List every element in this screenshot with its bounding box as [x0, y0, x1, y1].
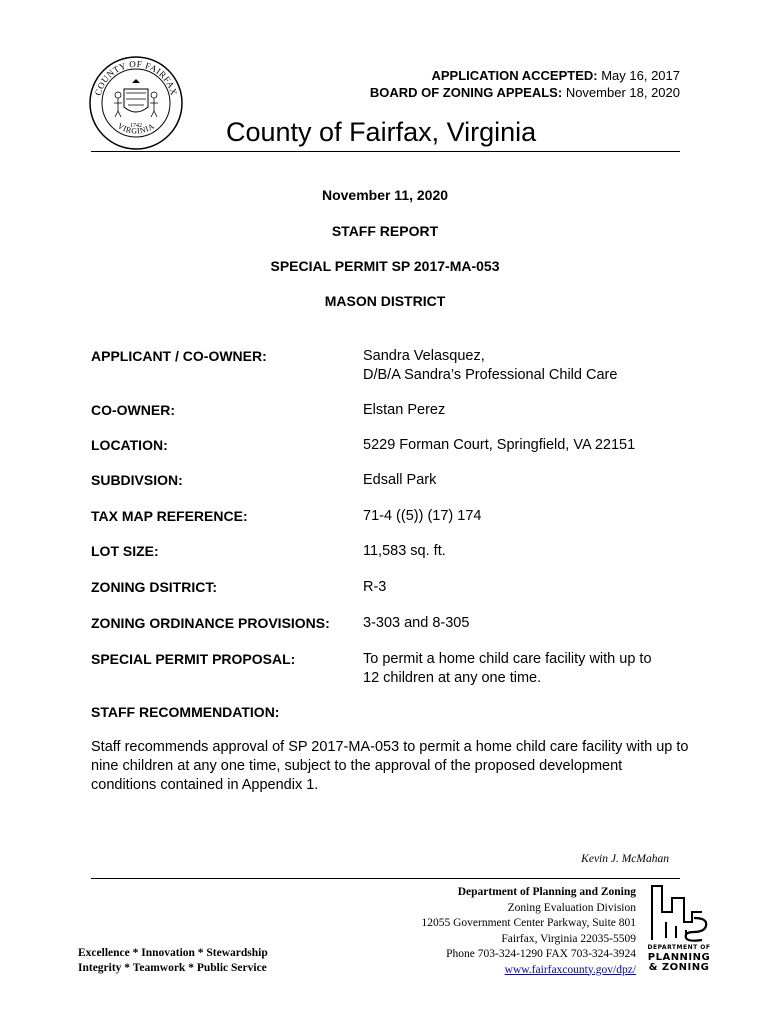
- field-label-co-owner: CO-OWNER:: [91, 402, 175, 418]
- proposal-line-2: 12 children at any one time.: [363, 670, 542, 686]
- field-value-subdivision: Edsall Park: [363, 472, 437, 488]
- field-label-ordinance: ZONING ORDINANCE PROVISIONS:: [91, 615, 330, 631]
- field-label-applicant: APPLICANT / CO-OWNER:: [91, 348, 267, 364]
- report-date: November 11, 2020: [321, 187, 449, 203]
- field-label-location: LOCATION:: [91, 437, 168, 453]
- seal-bottom-text: VIRGINIA: [115, 121, 157, 136]
- report-type: STAFF REPORT: [331, 223, 439, 239]
- bza-date: November 18, 2020: [565, 85, 680, 100]
- field-value-ordinance: 3-303 and 8-305: [363, 615, 470, 631]
- application-accepted-line: [431, 68, 680, 83]
- dept-contact-block: [421, 885, 636, 978]
- application-accepted-label: APPLICATION ACCEPTED:: [431, 68, 598, 83]
- seal-top-text: COUNTY OF FAIRFAX: [92, 58, 180, 97]
- page-title: County of Fairfax, Virginia: [226, 117, 537, 147]
- field-value-applicant: [363, 347, 617, 385]
- applicant-dba: D/B/A Sandra’s Professional Child Care: [363, 367, 618, 383]
- bza-line: [370, 85, 680, 100]
- field-label-proposal: SPECIAL PERMIT PROPOSAL:: [91, 651, 296, 667]
- field-label-zoning-district: ZONING DSITRICT:: [91, 579, 217, 595]
- permit-number: SPECIAL PERMIT SP 2017-MA-053: [270, 258, 500, 274]
- bza-label: BOARD OF ZONING APPEALS:: [369, 85, 563, 100]
- dpz-logo-line-1: DEPARTMENT OF: [647, 944, 711, 951]
- address-line-2: Fairfax, Virginia 22035-5509: [501, 932, 636, 945]
- signature: Kevin J. McMahan: [581, 853, 669, 865]
- field-value-co-owner: Elstan Perez: [363, 402, 446, 418]
- applicant-name: Sandra Velasquez,: [363, 348, 485, 364]
- svg-text:COUNTY OF FAIRFAX: [93, 59, 179, 97]
- field-value-location: 5229 Forman Court, Springfield, VA 22151: [363, 437, 636, 453]
- recommendation-text: Staff recommends approval of SP 2017-MA-053 to permit a home child care facility with up to nine children at any one time, subject to the approval of the proposed development conditions contained in Appendix 1.: [91, 739, 689, 793]
- dpz-logo-text: [646, 943, 712, 973]
- title-divider: [91, 151, 680, 152]
- dept-name: Department of Planning and Zoning: [457, 886, 636, 898]
- address-line-1: 12055 Government Center Parkway, Suite 801: [421, 917, 636, 929]
- field-label-lot-size: LOT SIZE:: [91, 543, 159, 559]
- field-value-tax-map: 71-4 ((5)) (17) 174: [363, 508, 482, 524]
- county-seal-icon: [88, 55, 184, 151]
- dpz-logo-line-3: & ZONING: [648, 962, 710, 973]
- recommendation-heading: STAFF RECOMMENDATION:: [91, 704, 280, 720]
- field-value-proposal: [363, 650, 652, 688]
- dpz-website-link[interactable]: www.fairfaxcounty.gov/dpz/: [504, 963, 636, 976]
- proposal-line-1: To permit a home child care facility with up to: [363, 651, 652, 667]
- core-values: [78, 946, 268, 976]
- phone-fax: Phone 703-324-1290 FAX 703-324-3924: [446, 948, 636, 960]
- seal-year: 1742: [130, 123, 142, 129]
- application-accepted-date: May 16, 2017: [601, 68, 680, 83]
- field-label-subdivision: SUBDIVSION:: [91, 472, 183, 488]
- core-values-line-2: Integrity * Teamwork * Public Service: [78, 962, 267, 974]
- field-label-tax-map: TAX MAP REFERENCE:: [91, 508, 248, 524]
- field-value-zoning-district: R-3: [363, 579, 387, 595]
- district-name: MASON DISTRICT: [324, 293, 446, 309]
- dpz-logo-line-2: PLANNING: [647, 952, 711, 963]
- core-values-line-1: Excellence * Innovation * Stewardship: [78, 947, 268, 959]
- field-value-lot-size: 11,583 sq. ft.: [363, 543, 446, 559]
- footer-divider: [91, 878, 680, 879]
- division-name: Zoning Evaluation Division: [507, 901, 636, 914]
